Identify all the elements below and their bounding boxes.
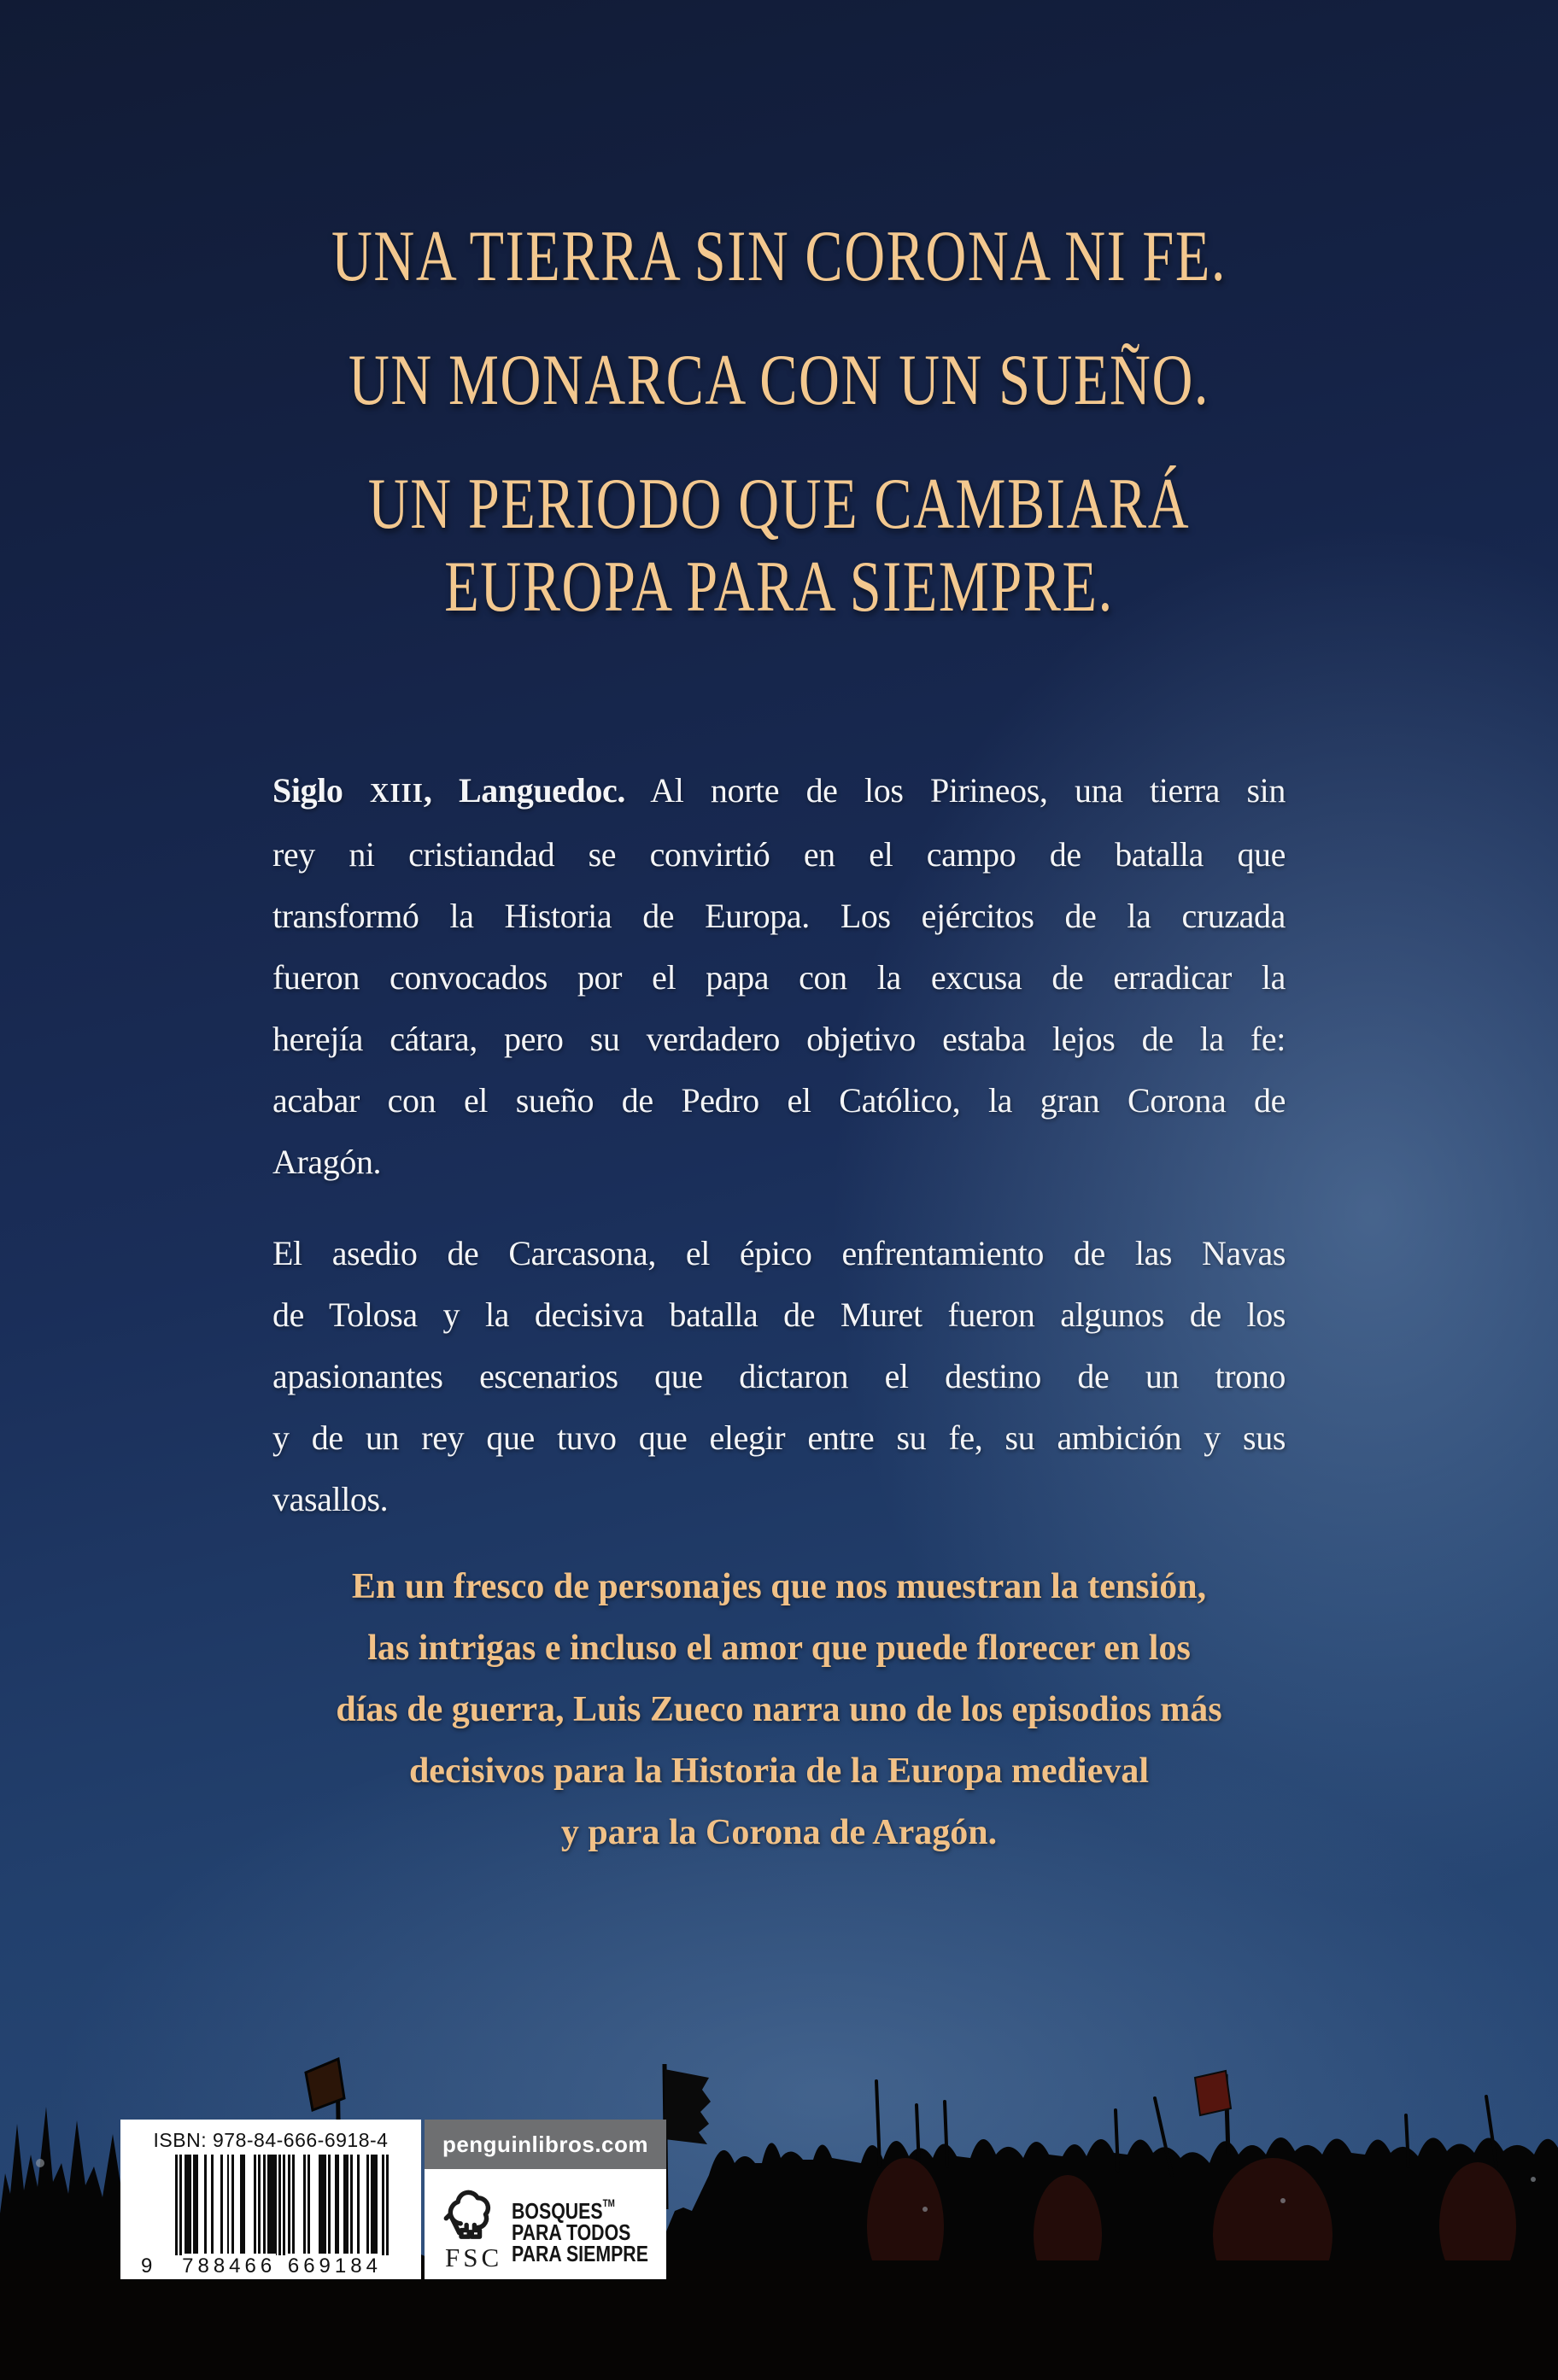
- barcode-digits-right: 669184: [287, 2254, 382, 2278]
- tagline-3-line2: EUROPA PARA SIEMPRE.: [444, 547, 1114, 627]
- synopsis-line: fueron convocados por el papa con la excusa de erradicar la: [272, 958, 1286, 997]
- synopsis-line: apasionantes escenarios que dictaron el destino de un trono: [272, 1357, 1286, 1395]
- tagline-3: [0, 463, 1558, 629]
- tagline-2-text: UN MONARCA CON UN SUEÑO.: [348, 340, 1210, 420]
- synopsis-line: Siglo XIII, Languedoc. Al norte de los Pirineos, una tierra sin: [272, 771, 1286, 810]
- synopsis-line: El asedio de Carcasona, el épico enfrentamiento de las Navas: [272, 1234, 1286, 1272]
- synopsis-line: y de un rey que tuvo que elegir entre su fe, su ambición y sus: [272, 1418, 1286, 1457]
- synopsis-paragraph-1: [272, 760, 1286, 1193]
- publisher-website: penguinlibros.com: [425, 2120, 666, 2169]
- fsc-tree-icon: [436, 2178, 503, 2246]
- fsc-slogan: BOSQUES™ PARA TODOS PARA SIEMPRE: [512, 2197, 648, 2266]
- tagline-3-line1: UN PERIODO QUE CAMBIARÁ: [367, 464, 1191, 544]
- synopsis-lead: Siglo XIII, Languedoc.: [272, 771, 625, 810]
- trademark-symbol: TM: [602, 2197, 615, 2209]
- highlight-paragraph: [272, 1556, 1286, 1863]
- highlight-line: las intrigas e incluso el amor que puede florecer en los: [367, 1629, 1191, 1668]
- highlight-line: y para la Corona de Aragón.: [560, 1813, 998, 1852]
- synopsis-line: transformó la Historia de Europa. Los ejércitos de la cruzada: [272, 897, 1286, 935]
- fsc-certification: [425, 2169, 666, 2279]
- synopsis-paragraph-2: [272, 1223, 1286, 1530]
- highlight-line: decisivos para la Historia de la Europa medieval: [408, 1751, 1150, 1791]
- tagline-2: [0, 339, 1558, 422]
- synopsis-line: rey ni cristiandad se convirtió en el campo de batalla que: [272, 835, 1286, 874]
- barcode-digit-lead: 9: [141, 2254, 153, 2278]
- isbn-label: ISBN: 978-84-666-6918-4: [153, 2129, 389, 2151]
- highlight-line: En un fresco de personajes que nos muestran la tensión,: [351, 1567, 1207, 1606]
- synopsis-line: Aragón.: [272, 1143, 382, 1181]
- barcode: [141, 2155, 389, 2281]
- tagline-1: [0, 215, 1558, 298]
- synopsis-line: acabar con el sueño de Pedro el Católico, la gran Corona de: [272, 1081, 1286, 1120]
- barcode-digits-left: 788466: [182, 2254, 277, 2278]
- synopsis-line: herejía cátara, pero su verdadero objetivo estaba lejos de la fe:: [272, 1020, 1286, 1058]
- synopsis-line: de Tolosa y la decisiva batalla de Muret fueron algunos de los: [272, 1295, 1286, 1334]
- highlight-line: días de guerra, Luis Zueco narra uno de los episodios más: [336, 1690, 1222, 1729]
- synopsis-line: vasallos.: [272, 1480, 389, 1518]
- fsc-acronym: FSC: [445, 2243, 503, 2272]
- century-numeral: XIII: [369, 778, 424, 808]
- isbn-box: [120, 2120, 421, 2279]
- footer-strip: [120, 2120, 666, 2279]
- tagline-1-text: UNA TIERRA SIN CORONA NI FE.: [331, 216, 1227, 296]
- publisher-box: [425, 2120, 666, 2279]
